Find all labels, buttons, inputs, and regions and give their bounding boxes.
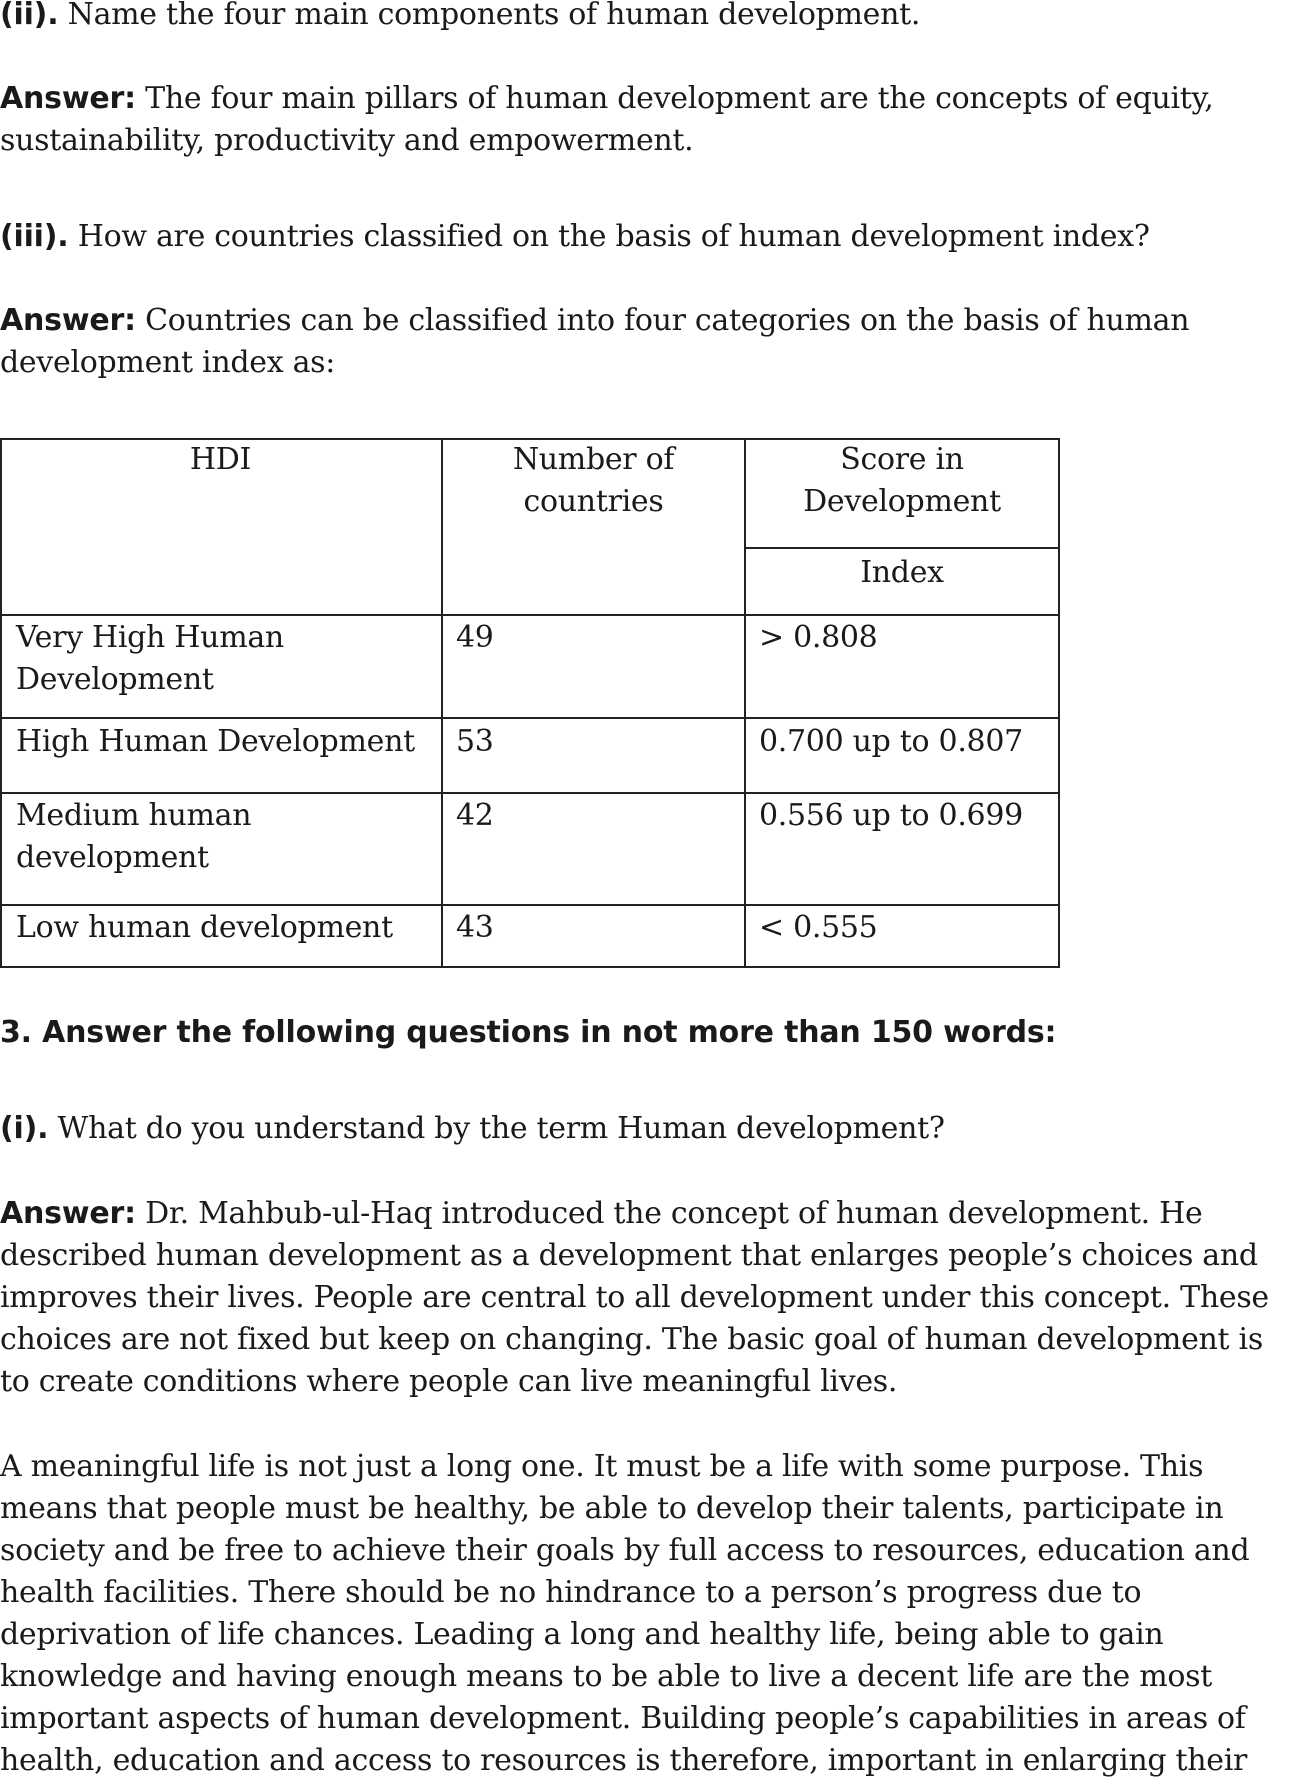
answer-i-p1-line2: described human development as a development that enlarges people’s choices and (0, 1238, 1258, 1273)
table-header-split (745, 547, 1060, 549)
answer-i-p2-line5: deprivation of life chances. Leading a long and healthy life, being able to gain (0, 1617, 1164, 1652)
question-i (0, 1108, 1297, 1150)
question-ii-label: (ii). (0, 0, 59, 32)
header-hdi: HDI (189, 442, 252, 477)
answer-iii-line2: development index as: (0, 345, 336, 380)
row1-score: > 0.808 (759, 620, 878, 655)
row3-score: 0.556 up to 0.699 (759, 798, 1023, 833)
answer-i-p2-line8: health, education and access to resources is therefore, important in enlarging their (0, 1743, 1248, 1778)
row4-category-line1: Low human development (16, 910, 393, 945)
answer-i-p1-line4: choices are not fixed but keep on changing. The basic goal of human development is (0, 1322, 1263, 1357)
table-rule-header (0, 614, 1060, 616)
question-iii-label: (iii). (0, 219, 69, 254)
row3-category-line1: Medium human (16, 798, 252, 833)
answer-iii-line1 (0, 300, 1297, 342)
header-number-line2: countries (523, 484, 664, 519)
row2-category-line1: High Human Development (16, 724, 415, 759)
row3-count: 42 (456, 798, 494, 833)
question-ii-text: Name the four main components of human development. (58, 0, 921, 32)
question-i-text: What do you understand by the term Human development? (48, 1111, 945, 1146)
row1-category-line1: Very High Human (16, 620, 284, 655)
table-border-left (0, 438, 2, 968)
answer-i-p2-line4: health facilities. There should be no hindrance to a person’s progress due to (0, 1575, 1142, 1610)
answer-i-p1-line3: improves their lives. People are central to all development under this concept. These (0, 1280, 1269, 1315)
row3-category-line2: development (16, 840, 209, 875)
answer-i-p1-line1 (0, 1193, 1297, 1235)
answer-ii-line2: sustainability, productivity and empowerment. (0, 123, 694, 158)
hdi-table (0, 438, 1060, 968)
answer-i-p1-text1: Dr. Mahbub-ul-Haq introduced the concept of human development. He (135, 1196, 1203, 1231)
answer-i-p1-line5: to create conditions where people can live meaningful lives. (0, 1364, 898, 1399)
row4-score: < 0.555 (759, 910, 878, 945)
answer-i-p2-line7: important aspects of human development. Building people’s capabilities in areas of (0, 1701, 1246, 1736)
answer-ii-text1: The four main pillars of human development are the concepts of equity, (135, 81, 1214, 116)
question-i-label: (i). (0, 1111, 49, 1146)
answer-i-p2-line1: A meaningful life is not just a long one. It must be a life with some purpose. This (0, 1449, 1204, 1484)
question-iii (0, 216, 1297, 258)
answer-i-label: Answer: (0, 1196, 136, 1231)
table-rule-1 (0, 717, 1060, 719)
row1-category-line2: Development (16, 662, 214, 697)
row2-score: 0.700 up to 0.807 (759, 724, 1023, 759)
header-score-line2: Development (803, 484, 1001, 519)
question-iii-text: How are countries classified on the basis of human development index? (68, 219, 1150, 254)
question-ii (0, 0, 1297, 36)
header-score-line3: Index (860, 555, 944, 590)
table-border-bottom (0, 966, 1060, 968)
row1-count: 49 (456, 620, 494, 655)
row2-count: 53 (456, 724, 494, 759)
answer-ii-line1 (0, 78, 1297, 120)
header-score-line1: Score in (840, 442, 964, 477)
answer-iii-label: Answer: (0, 303, 136, 338)
answer-i-p2-line6: knowledge and having enough means to be able to live a decent life are the most (0, 1659, 1212, 1694)
answer-iii-text1: Countries can be classified into four categories on the basis of human (135, 303, 1190, 338)
row4-count: 43 (456, 910, 494, 945)
section-3-heading: 3. Answer the following questions in not more than 150 words: (0, 1015, 1057, 1050)
table-rule-2 (0, 792, 1060, 794)
answer-ii-label: Answer: (0, 81, 136, 116)
table-rule-3 (0, 904, 1060, 906)
answer-i-p2-line3: society and be free to achieve their goals by full access to resources, education and (0, 1533, 1250, 1568)
header-number-line1: Number of (512, 442, 675, 477)
table-border-right (1058, 438, 1060, 968)
answer-i-p2-line2: means that people must be healthy, be able to develop their talents, participate in (0, 1491, 1224, 1526)
